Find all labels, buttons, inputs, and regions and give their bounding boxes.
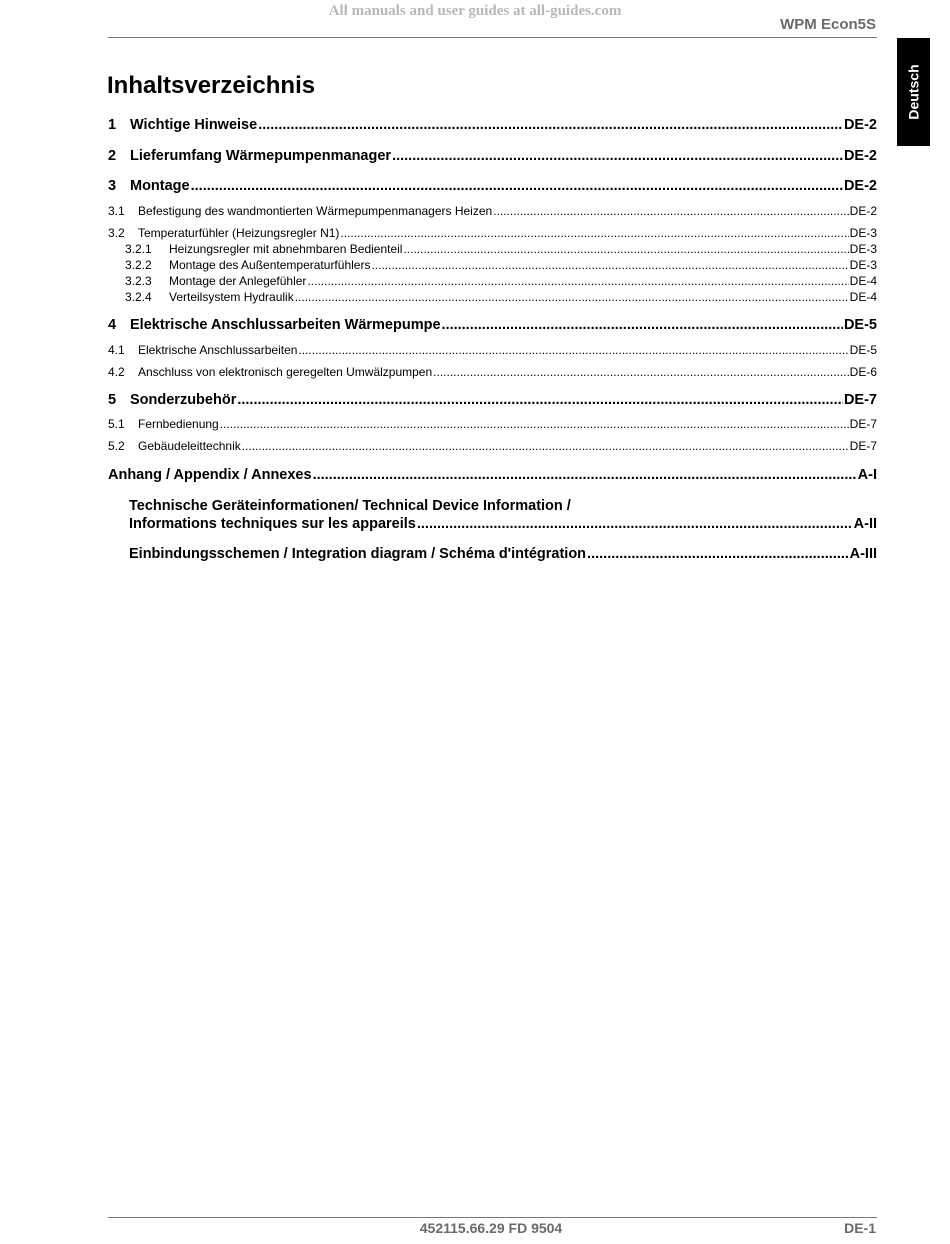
toc-entry-title: Einbindungsschemen / Integration diagram / Schéma d'intégration [129, 546, 587, 562]
toc-dot-leader [258, 117, 843, 133]
toc-entry-title: Verteilsystem Hydraulik [169, 290, 294, 304]
toc-dot-leader [298, 343, 848, 357]
toc-entry-3-2-1[interactable] [108, 242, 877, 256]
toc-entry-5[interactable] [108, 392, 877, 408]
toc-entry-4-1[interactable] [108, 343, 877, 357]
toc-entry-page: A-I [857, 467, 877, 483]
toc-entry-page: DE-6 [849, 365, 877, 379]
footer-page-number: DE-1 [844, 1220, 876, 1236]
toc-entry-5-2[interactable] [108, 439, 877, 453]
toc-entry-number: 1 [108, 117, 117, 133]
toc-entry-title: Anschluss von elektronisch geregelten Umwälzpumpen [138, 365, 433, 379]
toc-entry-number: 3 [108, 178, 117, 194]
toc-dot-leader [313, 467, 857, 483]
footer-doc-number: 452115.66.29 FD 9504 [419, 1220, 563, 1236]
toc-entry-number: 3.2.2 [125, 258, 152, 272]
toc-entry-title: Elektrische Anschlussarbeiten [138, 343, 298, 357]
header-product-name: WPM Econ5S [780, 16, 876, 33]
toc-appendix-item-2[interactable] [129, 546, 877, 562]
toc-entry-2[interactable] [108, 148, 877, 164]
toc-entry-title: Heizungsregler mit abnehmbaren Bedienteil [169, 242, 403, 256]
toc-entry-page: DE-3 [849, 242, 877, 256]
toc-entry-title: Befestigung des wandmontierten Wärmepumpenmanagers Heizen [138, 204, 493, 218]
toc-entry-page: DE-5 [849, 343, 877, 357]
toc-entry-title: Montage der Anlegefühler [169, 274, 307, 288]
toc-entry-page: A-III [849, 546, 877, 562]
toc-dot-leader [392, 148, 843, 164]
toc-entry-number: 5.2 [108, 439, 125, 453]
toc-entry-number: 4.2 [108, 365, 125, 379]
toc-dot-leader [307, 274, 848, 288]
watermark: All manuals and user guides at all-guides.com [328, 3, 622, 19]
toc-entry-number: 5 [108, 392, 117, 408]
toc-entry-4-2[interactable] [108, 365, 877, 379]
toc-entry-page: DE-4 [849, 274, 877, 288]
toc-entry-page: DE-2 [849, 204, 877, 218]
toc-entry-title: Sonderzubehör [130, 392, 237, 408]
toc-appendix-item-1[interactable] [129, 516, 877, 532]
toc-entry-number: 5.1 [108, 417, 125, 431]
toc-entry-page: DE-5 [843, 317, 877, 333]
toc-entry-title: Elektrische Anschlussarbeiten Wärmepumpe [130, 317, 441, 333]
toc-dot-leader [371, 258, 848, 272]
toc-entry-appendix[interactable] [108, 467, 877, 483]
toc-entry-title: Lieferumfang Wärmepumpenmanager [130, 148, 392, 164]
toc-dot-leader [340, 226, 848, 240]
toc-dot-leader [220, 417, 849, 431]
toc-entry-title: Anhang / Appendix / Annexes [108, 467, 312, 483]
toc-entry-page: DE-2 [843, 148, 877, 164]
toc-entry-3-2[interactable] [108, 226, 877, 240]
toc-dot-leader [442, 317, 843, 333]
toc-entry-3-2-3[interactable] [108, 274, 877, 288]
toc-entry-number: 2 [108, 148, 117, 164]
toc-entry-3[interactable] [108, 178, 877, 194]
toc-dot-leader [493, 204, 848, 218]
toc-entry-title: Temperaturfühler (Heizungsregler N1) [138, 226, 340, 240]
toc-entry-title: Informations techniques sur les appareils [129, 516, 416, 532]
toc-entry-page: DE-3 [849, 226, 877, 240]
toc-entry-number: 3.2 [108, 226, 125, 240]
toc-dot-leader [242, 439, 849, 453]
toc-entry-5-1[interactable] [108, 417, 877, 431]
toc-dot-leader [403, 242, 848, 256]
toc-dot-leader [587, 546, 849, 562]
toc-entry-page: DE-2 [843, 117, 877, 133]
toc-entry-number: 3.1 [108, 204, 125, 218]
toc-dot-leader [417, 516, 853, 532]
toc-entry-number: 3.2.1 [125, 242, 152, 256]
toc-entry-3-1[interactable] [108, 204, 877, 218]
toc-entry-title: Gebäudeleittechnik [138, 439, 241, 453]
toc-dot-leader [237, 392, 843, 408]
toc-entry-page: DE-3 [849, 258, 877, 272]
toc-dot-leader [295, 290, 849, 304]
toc-entry-page: DE-7 [849, 417, 877, 431]
toc-entry-page: A-II [853, 516, 877, 532]
toc-heading: Inhaltsverzeichnis [107, 72, 316, 99]
toc-entry-page: DE-4 [849, 290, 877, 304]
toc-appendix-item-1-line1: Technische Geräteinformationen/ Technical Device Information / [129, 498, 571, 514]
toc-entry-page: DE-7 [843, 392, 877, 408]
toc-entry-title: Montage [130, 178, 190, 194]
toc-entry-3-2-4[interactable] [108, 290, 877, 304]
toc-dot-leader [433, 365, 849, 379]
toc-entry-number: 4.1 [108, 343, 125, 357]
toc-entry-title: Fernbedienung [138, 417, 219, 431]
footer-divider [108, 1217, 877, 1218]
toc-entry-title: Wichtige Hinweise [130, 117, 258, 133]
toc-entry-page: DE-7 [849, 439, 877, 453]
language-tab-label: Deutsch [905, 64, 922, 120]
toc-entry-number: 4 [108, 317, 117, 333]
toc-entry-title: Montage des Außentemperaturfühlers [169, 258, 371, 272]
toc-entry-3-2-2[interactable] [108, 258, 877, 272]
header-divider [108, 37, 877, 38]
toc-entry-1[interactable] [108, 117, 877, 133]
toc-entry-number: 3.2.4 [125, 290, 152, 304]
toc-entry-4[interactable] [108, 317, 877, 333]
toc-entry-number: 3.2.3 [125, 274, 152, 288]
toc-dot-leader [191, 178, 843, 194]
toc-entry-page: DE-2 [843, 178, 877, 194]
language-tab [897, 38, 930, 146]
